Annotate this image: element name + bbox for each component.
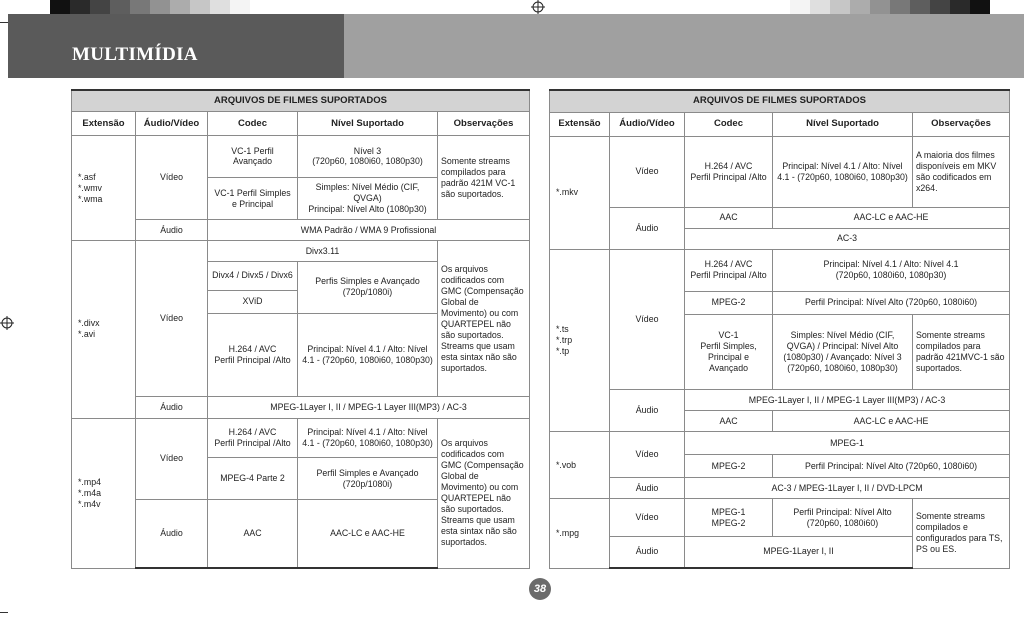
color-swatch [810, 0, 830, 14]
header-codec: Codec [208, 112, 298, 136]
audio-level-cell: AAC-LC e AAC-HE [773, 411, 1010, 432]
audio-level-cell: AAC-LC e AAC-HE [773, 207, 1010, 228]
type-audio: Áudio [610, 536, 685, 568]
codec-cell: XViD [208, 291, 298, 314]
crop-mark [0, 612, 8, 613]
type-video: Vídeo [136, 418, 208, 499]
type-video: Vídeo [136, 136, 208, 220]
color-swatch [150, 0, 170, 14]
color-swatch [70, 0, 90, 14]
level-cell: Principal: Nível 4.1 / Alto: Nível 4.1 - (720p60, 1080i60, 1080p30) [298, 418, 438, 457]
codec-cell: H.264 / AVC Perfil Principal /Alto [685, 136, 773, 207]
level-cell: Simples: Nível Médio (CIF, QVGA) Principal: Nível Alto (1080p30) [298, 177, 438, 220]
header-gray-band [344, 14, 1024, 78]
audio-codec-cell: MPEG-1Layer I, II / MPEG-1 Layer III(MP3) / AC-3 [208, 397, 530, 419]
left-color-calibration-bar [30, 0, 250, 14]
type-video: Vídeo [610, 249, 685, 389]
audio-codec-cell: MPEG-1Layer I, II / MPEG-1 Layer III(MP3) / AC-3 [685, 390, 1010, 411]
observations-cell: Os arquivos codificados com GMC (Compensação Global de Movimento) ou com QUARTEPEL não são suportados. Streams que usam esta sintax não são suportados. [438, 241, 530, 397]
audio-codec-cell: AC-3 [685, 228, 1010, 249]
color-swatch [990, 0, 1010, 14]
color-swatch [970, 0, 990, 14]
extension-mp4: *.mp4 *.m4a *.m4v [72, 418, 136, 568]
codec-cell: VC-1 Perfil Simples e Principal [208, 177, 298, 220]
color-swatch [110, 0, 130, 14]
right-supported-movie-files-table [549, 89, 1010, 569]
level-cell: Perfis Simples e Avançado (720p/1080i) [298, 261, 438, 313]
codec-cell: VC-1 Perfil Avançado [208, 136, 298, 178]
left-supported-movie-files-table [71, 89, 530, 569]
codec-cell: H.264 / AVC Perfil Principal /Alto [208, 313, 298, 396]
header-audio-video: Áudio/Vídeo [610, 112, 685, 136]
type-video: Vídeo [136, 241, 208, 397]
header-codec: Codec [685, 112, 773, 136]
level-cell: Perfil Principal: Nível Alto (720p60, 1080i60) [773, 499, 913, 537]
side-registration-mark-icon [0, 316, 14, 330]
type-audio: Áudio [610, 478, 685, 499]
codec-cell: MPEG-4 Parte 2 [208, 458, 298, 500]
color-swatch [870, 0, 890, 14]
observations-cell: Os arquivos codificados com GMC (Compensação Global de Movimento) ou com QUARTEPEL não são suportados. Streams que usam esta sintax não são suportados. [438, 418, 530, 568]
extension-asf: *.asf *.wmv *.wma [72, 136, 136, 241]
level-cell: Principal: Nível 4.1 / Alto: Nível 4.1 - (720p60, 1080i60, 1080p30) [298, 313, 438, 396]
codec-cell: MPEG-1 MPEG-2 [685, 499, 773, 537]
observations-cell: Somente streams compilados e configurados para TS, PS ou ES. [913, 499, 1010, 568]
header-observations: Observações [438, 112, 530, 136]
color-swatch [930, 0, 950, 14]
color-swatch [850, 0, 870, 14]
type-audio: Áudio [136, 220, 208, 241]
level-cell: Principal: Nível 4.1 / Alto: Nível 4.1 (720p60, 1080i60, 1080p30) [773, 249, 1010, 291]
extension-mpg: *.mpg [550, 499, 610, 568]
header-observations: Observações [913, 112, 1010, 136]
color-swatch [130, 0, 150, 14]
extension-vob: *.vob [550, 432, 610, 499]
header-extension: Extensão [550, 112, 610, 136]
color-swatch [50, 0, 70, 14]
codec-cell: MPEG-1 [685, 432, 1010, 455]
codec-cell: MPEG-2 [685, 455, 773, 478]
color-swatch [190, 0, 210, 14]
audio-codec-cell: WMA Padrão / WMA 9 Profissional [208, 220, 530, 241]
header-supported-level: Nível Suportado [773, 112, 913, 136]
color-swatch [210, 0, 230, 14]
level-cell: Perfil Principal: Nível Alto (720p60, 1080i60) [773, 291, 1010, 314]
level-cell: Simples: Nível Médio (CIF, QVGA) / Principal: Nível Alto (1080p30) / Avançado: Nível 3 (720p60, 1080i60, 1080p30) [773, 314, 913, 389]
color-swatch [230, 0, 250, 14]
observations-cell: A maioria dos filmes disponíveis em MKV são codificados em x264. [913, 136, 1010, 207]
audio-codec-cell: AC-3 / MPEG-1Layer I, II / DVD-LPCM [685, 478, 1010, 499]
color-swatch [910, 0, 930, 14]
color-swatch [90, 0, 110, 14]
extension-divx: *.divx *.avi [72, 241, 136, 419]
codec-cell: VC-1 Perfil Simples, Principal e Avançado [685, 314, 773, 389]
extension-ts: *.ts *.trp *.tp [550, 249, 610, 431]
type-audio: Áudio [136, 499, 208, 568]
audio-codec-cell: AAC [685, 411, 773, 432]
page-title: MULTIMÍDIA [72, 44, 198, 65]
level-cell: Principal: Nível 4.1 / Alto: Nível 4.1 - (720p60, 1080i60, 1080p30) [773, 136, 913, 207]
header-audio-video: Áudio/Vídeo [136, 112, 208, 136]
level-cell: Perfil Principal: Nível Alto (720p60, 1080i60) [773, 455, 1010, 478]
observations-cell: Somente streams compilados para padrão 421M VC-1 são suportados. [438, 136, 530, 220]
color-swatch [830, 0, 850, 14]
table-title: ARQUIVOS DE FILMES SUPORTADOS [550, 90, 1010, 112]
audio-codec-cell: AAC [208, 499, 298, 568]
color-swatch [30, 0, 50, 14]
type-audio: Áudio [610, 207, 685, 249]
right-color-calibration-bar [790, 0, 1010, 14]
color-swatch [950, 0, 970, 14]
type-video: Vídeo [610, 432, 685, 478]
level-cell: Perfil Simples e Avançado (720p/1080i) [298, 458, 438, 500]
registration-mark-icon [531, 0, 545, 14]
level-cell: Nível 3 (720p60, 1080i60, 1080p30) [298, 136, 438, 178]
header-supported-level: Nível Suportado [298, 112, 438, 136]
color-swatch [170, 0, 190, 14]
audio-codec-cell: AAC [685, 207, 773, 228]
extension-mkv: *.mkv [550, 136, 610, 249]
codec-cell: H.264 / AVC Perfil Principal /Alto [685, 249, 773, 291]
table-title: ARQUIVOS DE FILMES SUPORTADOS [72, 90, 530, 112]
type-video: Vídeo [610, 136, 685, 207]
type-audio: Áudio [136, 397, 208, 419]
audio-codec-cell: MPEG-1Layer I, II [685, 536, 913, 568]
audio-level-cell: AAC-LC e AAC-HE [298, 499, 438, 568]
codec-cell: H.264 / AVC Perfil Principal /Alto [208, 418, 298, 457]
observations-cell: Somente streams compilados para padrão 421MVC-1 são suportados. [913, 314, 1010, 389]
codec-cell: MPEG-2 [685, 291, 773, 314]
color-swatch [890, 0, 910, 14]
page-number: 38 [529, 578, 551, 600]
color-swatch [790, 0, 810, 14]
crop-mark [0, 22, 8, 23]
type-audio: Áudio [610, 390, 685, 432]
type-video: Vídeo [610, 499, 685, 537]
header-extension: Extensão [72, 112, 136, 136]
codec-cell: Divx4 / Divx5 / Divx6 [208, 261, 298, 290]
codec-cell: Divx3.11 [208, 241, 438, 262]
